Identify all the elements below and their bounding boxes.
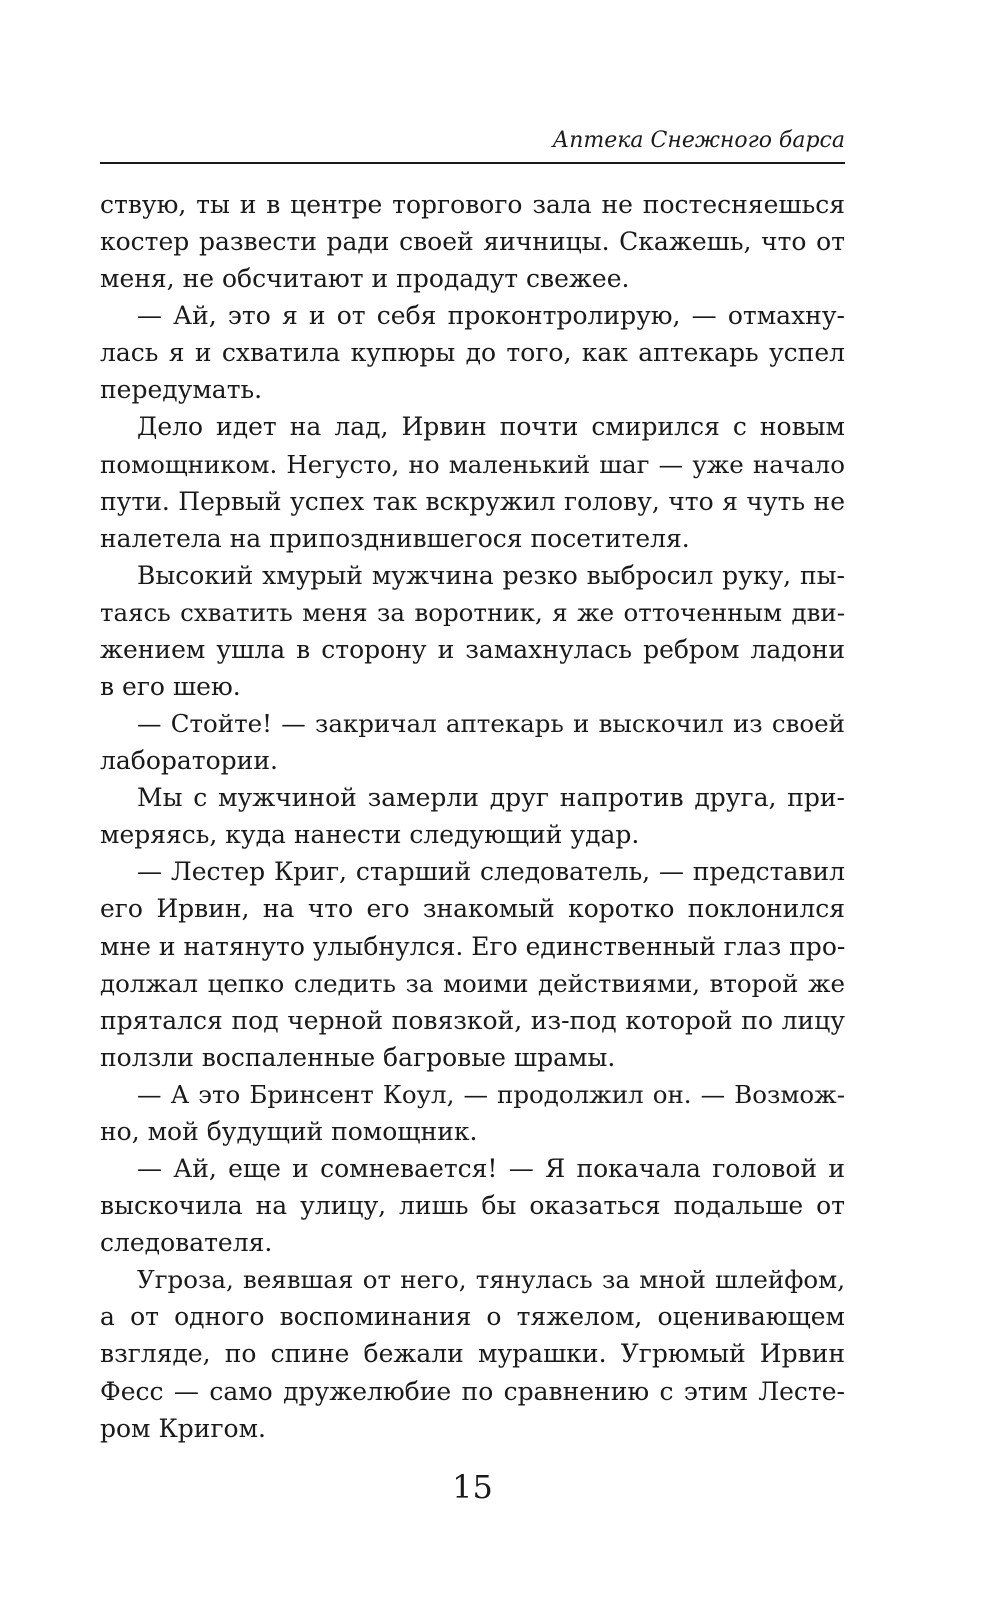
text-line: налетела на припозднившегося посетителя. <box>100 523 690 553</box>
text-line: меня, не обсчитают и продадут свежее. <box>100 264 630 294</box>
text-line: Дело идет на лад, Ирвин почти смирился с новым <box>137 412 845 442</box>
text-line: пути. Первый успех так вскружил голову, что я чуть не <box>100 486 845 516</box>
header-rule <box>100 162 845 164</box>
text-line: Фесс — само дружелюбие по сравнению с этим Лесте- <box>100 1376 845 1406</box>
text-line: а от одного воспоминания о тяжелом, оценивающем <box>100 1302 845 1332</box>
text-line: — А это Бринсент Коул, — продолжил он. — Возмож- <box>137 1079 845 1109</box>
text-line: — Ай, еще и сомневается! — Я покачала головой и <box>137 1154 845 1184</box>
text-line: меряясь, куда нанести следующий удар. <box>100 820 640 850</box>
text-line: — Ай, это я и от себя проконтролирую, — отмахну- <box>137 301 845 331</box>
text-line: лаборатории. <box>100 746 278 776</box>
text-line: прятался под черной повязкой, из-под которой по лицу <box>100 1005 845 1035</box>
text-line: таясь схватить меня за воротник, я же отточенным дви- <box>100 597 845 627</box>
text-line: Высокий хмурый мужчина резко выбросил руку, пы- <box>137 560 845 590</box>
text-line: в его шею. <box>100 672 241 702</box>
running-head: Аптека Снежного барса <box>552 128 845 153</box>
page-number: 15 <box>452 1468 493 1506</box>
text-line: ствую, ты и в центре торгового зала не постесняешься <box>100 190 845 219</box>
text-line: костер развести ради своей яичницы. Скажешь, что от <box>100 227 845 257</box>
text-line: жением ушла в сторону и замахнулась ребром ладони <box>100 634 845 664</box>
text-line: — Стойте! — закричал аптекарь и выскочил из своей <box>137 709 845 739</box>
text-line: ползли воспаленные багровые шрамы. <box>100 1042 616 1072</box>
page-body <box>100 186 845 1447</box>
text-line: Мы с мужчиной замерли друг напротив друга, при- <box>137 783 845 813</box>
text-line: но, мой будущий помощник. <box>100 1116 478 1146</box>
text-line: должал цепко следить за моими действиями, второй же <box>100 968 845 998</box>
text-line: следователя. <box>100 1228 273 1258</box>
text-line: ром Кригом. <box>100 1413 267 1443</box>
text-line: взгляде, по спине бежали мурашки. Угрюмый Ирвин <box>100 1339 845 1369</box>
text-line: передумать. <box>100 375 263 405</box>
text-line: помощником. Негусто, но маленький шаг — уже начало <box>100 449 845 479</box>
text-line: выскочила на улицу, лишь бы оказаться подальше от <box>100 1191 845 1221</box>
text-line: его Ирвин, на что его знакомый коротко поклонился <box>100 894 845 924</box>
text-line: лась я и схватила купюры до того, как аптекарь успел <box>100 338 845 368</box>
text-line: мне и натянуто улыбнулся. Его единственный глаз про- <box>100 931 846 961</box>
text-line: — Лестер Криг, старший следователь, — представил <box>137 857 845 887</box>
text-line: Угроза, веявшая от него, тянулась за мной шлейфом, <box>137 1265 845 1295</box>
